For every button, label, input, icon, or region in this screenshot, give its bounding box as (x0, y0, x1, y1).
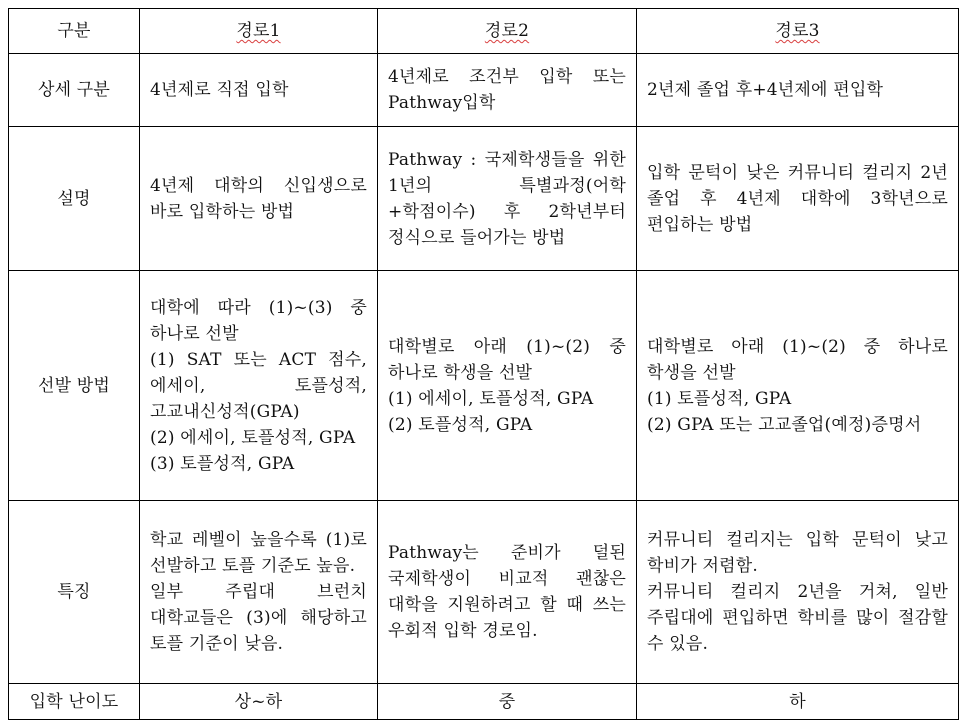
admission-path-table (8, 8, 959, 720)
header-path2: 경로2 (378, 9, 637, 54)
feature-path3-p2: 커뮤니티 컬리지 2년을 거쳐, 일반 주립대에 편입하면 학비를 많이 절감할 수 있음. (647, 582, 948, 654)
select-path1-item3: (3) 토플성적, GPA (150, 453, 295, 474)
select-path3-intro: 대학별로 아래 (1)~(2) 중 하나로 학생을 선발 (647, 336, 948, 383)
desc-label: 설명 (9, 127, 140, 271)
detail-row (9, 54, 959, 127)
header-row (9, 9, 959, 54)
difficulty-path3: 하 (637, 684, 959, 720)
select-path2-item2: (2) 토플성적, GPA (388, 414, 533, 435)
detail-label: 상세 구분 (9, 54, 140, 127)
detail-path2: 4년제로 조건부 입학 또는 Pathway입학 (378, 54, 637, 127)
detail-path1: 4년제로 직접 입학 (140, 54, 378, 127)
select-path1-item2: (2) 에세이, 토플성적, GPA (150, 427, 356, 448)
desc-path3: 입학 문턱이 낮은 커뮤니티 컬리지 2년 졸업 후 4년제 대학에 3학년으로 편입하는 방법 (637, 127, 959, 271)
header-category: 구분 (9, 9, 140, 54)
desc-path1: 4년제 대학의 신입생으로 바로 입학하는 방법 (140, 127, 378, 271)
desc-row (9, 127, 959, 271)
feature-path3-p1: 커뮤니티 컬리지는 입학 문턱이 낮고 학비가 저렴함. (647, 530, 948, 576)
select-path1-intro: 대학에 따라 (1)~(3) 중 하나로 선발 (150, 297, 367, 344)
select-row (9, 271, 959, 501)
header-path3: 경로3 (637, 9, 959, 54)
feature-path1 (140, 501, 378, 684)
difficulty-path1: 상~하 (140, 684, 378, 720)
select-path3-item1: (1) 토플성적, GPA (647, 388, 792, 409)
difficulty-row (9, 684, 959, 720)
difficulty-label: 입학 난이도 (9, 684, 140, 720)
feature-path1-p2: 일부 주립대 브런치 대학교들은 (3)에 해당하고 토플 기준이 낮음. (150, 582, 367, 654)
feature-path3 (637, 501, 959, 684)
select-path3 (637, 271, 959, 501)
select-path1 (140, 271, 378, 501)
feature-path1-p1: 학교 레벨이 높을수록 (1)로 선발하고 토플 기준도 높음. (150, 530, 367, 576)
select-path2-intro: 대학별로 아래 (1)~(2) 중 하나로 학생을 선발 (388, 336, 626, 383)
detail-path3: 2년제 졸업 후+4년제에 편입학 (637, 54, 959, 127)
select-label: 선발 방법 (9, 271, 140, 501)
desc-path2: Pathway : 국제학생들을 위한 1년의 특별과정(어학+학점이수) 후 2학년부터 정식으로 들어가는 방법 (378, 127, 637, 271)
select-path2-item1: (1) 에세이, 토플성적, GPA (388, 388, 594, 409)
header-path1: 경로1 (140, 9, 378, 54)
select-path2 (378, 271, 637, 501)
select-path3-item2: (2) GPA 또는 고교졸업(예정)증명서 (647, 414, 922, 435)
feature-row (9, 501, 959, 684)
feature-label: 특징 (9, 501, 140, 684)
difficulty-path2: 중 (378, 684, 637, 720)
select-path1-item1: (1) SAT 또는 ACT 점수, 에세이, 토플성적, 고교내신성적(GPA) (150, 349, 367, 422)
feature-path2: Pathway는 준비가 덜된 국제학생이 비교적 괜찮은 대학을 지원하려고 할 때 쓰는 우회적 입학 경로임. (378, 501, 637, 684)
